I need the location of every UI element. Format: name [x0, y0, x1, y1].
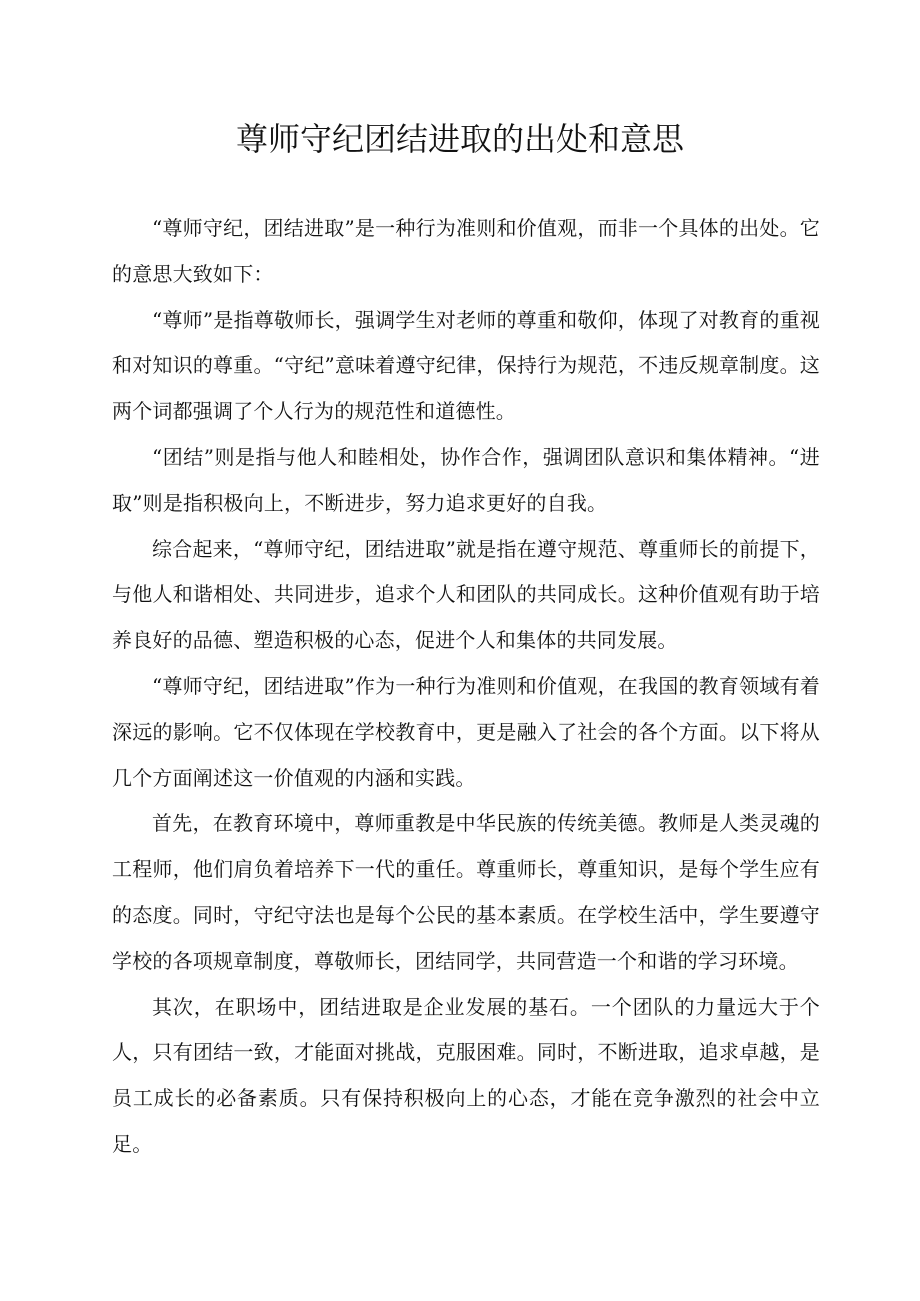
paragraph-7: 其次，在职场中，团结进取是企业发展的基石。一个团队的力量远大于个人，只有团结一致，才能面对挑战，克服困难。同时，不断进取，追求卓越，是员工成长的必备素质。只有保持积极向上的心态，才能在竞争激烈的社会中立足。	[112, 994, 820, 1156]
paragraph-6: 首先，在教育环境中，尊师重教是中华民族的传统美德。教师是人类灵魂的工程师，他们肩负着培养下一代的重任。尊重师长，尊重知识，是每个学生应有的态度。同时，守纪守法也是每个公民的基本素质。在学校生活中，学生要遵守学校的各项规章制度，尊敬师长，团结同学，共同营造一个和谐的学习环境。	[112, 811, 820, 973]
paragraph-5: “尊师守纪，团结进取”作为一种行为准则和价值观，在我国的教育领域有着深远的影响。它不仅体现在学校教育中，更是融入了社会的各个方面。以下将从几个方面阐述这一价值观的内涵和实践。	[112, 673, 820, 790]
document-title: 尊师守纪团结进取的出处和意思	[235, 120, 684, 158]
document-body	[112, 206, 820, 1168]
paragraph-4: 综合起来，“尊师守纪，团结进取”就是指在遵守规范、尊重师长的前提下，与他人和谐相处、共同进步，追求个人和团队的共同成长。这种价值观有助于培养良好的品德、塑造积极的心态，促进个人和集体的共同发展。	[112, 536, 820, 653]
paragraph-3: “团结”则是指与他人和睦相处，协作合作，强调团队意识和集体精神。“进取”则是指积极向上，不断进步，努力追求更好的自我。	[112, 444, 820, 515]
paragraph-1: “尊师守纪，团结进取”是一种行为准则和价值观，而非一个具体的出处。它的意思大致如下：	[112, 216, 820, 286]
paragraph-2: “尊师”是指尊敬师长，强调学生对老师的尊重和敬仰，体现了对教育的重视和对知识的尊重。“守纪”意味着遵守纪律，保持行为规范，不违反规章制度。这两个词都强调了个人行为的规范性和道德性。	[112, 307, 820, 424]
